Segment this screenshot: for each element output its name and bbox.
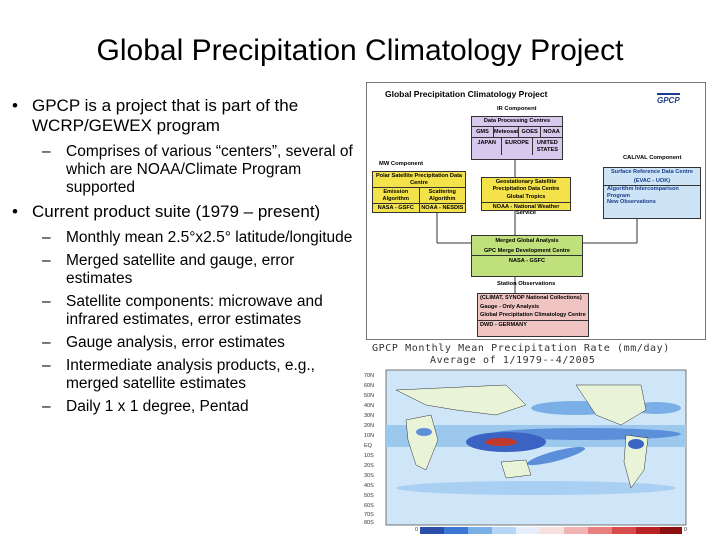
colorbar-segment: [660, 527, 682, 534]
cal-val-component-label: CAL/VAL Component: [623, 155, 682, 161]
srdc-line: Algorithm Intercomparison: [607, 186, 679, 193]
lat-label: 70S: [364, 512, 374, 518]
slide-title: Global Precipitation Climatology Project: [96, 34, 624, 67]
colorbar-segment: [420, 527, 444, 534]
station-line: Gauge - Only Analysis: [480, 303, 540, 310]
bullet-item: [12, 96, 357, 136]
dpc-cells: [472, 127, 562, 138]
lat-label: 40N: [364, 403, 375, 409]
mw-component-label: MW Component: [379, 161, 424, 167]
sub-bullet-text: Intermediate analysis products, e.g., merged satellite estimates: [66, 357, 315, 392]
station-observations-label: Station Observations: [497, 281, 556, 287]
sub-bullet-marker: –: [42, 334, 51, 351]
dpc-org: JAPAN: [472, 138, 502, 155]
dpc-orgs: [472, 137, 562, 155]
lat-label: 60S: [364, 503, 374, 509]
map-title-line: Average of 1/1979--4/2005: [430, 355, 596, 366]
colorbar-segment: [516, 527, 540, 534]
dpc-org: UNITED STATES: [536, 140, 558, 153]
merge-title: Merged Global Analysis: [495, 238, 559, 244]
sub-bullet-item: [12, 334, 357, 352]
colorbar-segment: [588, 527, 612, 534]
bullet-item: [12, 202, 357, 222]
lon-label: 0: [415, 527, 419, 533]
polar-cell: Scattering Algorithm: [428, 189, 456, 202]
surface-reference-data-centre: [603, 167, 701, 219]
ir-component-label: IR Component: [497, 106, 537, 112]
map-title: [372, 343, 670, 367]
map-amazon: [628, 439, 644, 449]
station-line: Global Precipitation Climatology Centre: [480, 312, 586, 319]
srdc-line: New Observations: [607, 199, 656, 206]
station-observations-box: [477, 293, 589, 337]
dpc-org: EUROPE: [502, 138, 532, 155]
sub-bullet-item: [12, 293, 357, 329]
merged-global-analysis: [471, 235, 583, 277]
lat-label: 20S: [364, 463, 374, 469]
sub-bullet-marker: –: [42, 357, 51, 374]
sub-bullet-marker: –: [42, 293, 51, 310]
colorbar-segment: [564, 527, 588, 534]
sub-bullet-text: Comprises of various “centers”, several of which are NOAA/Climate Program supported: [66, 143, 353, 196]
geo-org: NOAA - National Weather Service: [482, 202, 570, 218]
dpc-cell: GMS: [472, 127, 494, 138]
lat-label: 40S: [364, 483, 374, 489]
map-africa-rain: [416, 428, 432, 436]
lat-label: 20N: [364, 423, 375, 429]
sub-bullet-marker: –: [42, 229, 51, 246]
polar-title: Polar Satellite Precipitation Data Centre: [373, 172, 465, 188]
lat-label: 10N: [364, 433, 375, 439]
geostationary-satellite-centre: [481, 177, 571, 217]
colorbar-segment: [492, 527, 516, 534]
sub-bullet-text: Satellite components: microwave and infrared estimates, error estimates: [66, 293, 323, 328]
polar-org: NOAA - NESDIS: [421, 205, 464, 212]
sub-bullet-text: Daily 1 x 1 degree, Pentad: [66, 398, 249, 415]
srdc-line: Program: [607, 192, 631, 199]
sub-bullet-text: Merged satellite and gauge, error estimates: [66, 252, 295, 287]
srdc-org: (EVAC - UOK): [604, 177, 700, 187]
precipitation-map: [386, 370, 686, 525]
lat-label: 70N: [364, 373, 375, 379]
colorbar-segment: [636, 527, 660, 534]
colorbar-segment: [540, 527, 564, 534]
polar-orgs: [373, 203, 465, 213]
colorbar-segment: [468, 527, 492, 534]
bullet-marker: •: [12, 96, 18, 115]
polar-cells: [373, 188, 465, 203]
lat-label: 10S: [364, 453, 374, 459]
polar-cell: Emission Algorithm: [373, 188, 420, 203]
sub-bullet-item: [12, 143, 357, 197]
data-processing-centres: [471, 116, 563, 160]
map-warm-pool-core: [485, 438, 517, 446]
bullet-marker: •: [12, 202, 18, 221]
sub-bullet-marker: –: [42, 398, 51, 415]
bullet-text: GPCP is a project that is part of the WCRP/GEWEX program: [32, 96, 299, 135]
sub-bullet-item: [12, 398, 357, 416]
sub-bullet-marker: –: [42, 252, 51, 269]
station-line: DWD - GERMANY: [478, 320, 588, 330]
bullet-list: [12, 96, 357, 421]
lat-label: 30N: [364, 413, 375, 419]
lat-label: 50N: [364, 393, 375, 399]
colorbar-segment: [612, 527, 636, 534]
sub-bullet-text: Monthly mean 2.5°x2.5° latitude/longitude: [66, 229, 353, 246]
sub-bullet-item: [12, 229, 357, 247]
sub-bullet-marker: –: [42, 143, 51, 160]
polar-org: NASA - GSFC: [373, 204, 420, 213]
station-line: (CLIMAT, SYNOP National Collections): [480, 295, 582, 301]
diagram-title: Global Precipitation Climatology Project: [385, 89, 548, 99]
sub-bullet-item: [12, 252, 357, 288]
merge-subtitle: GPC Merge Development Centre: [483, 247, 571, 254]
map-colorbar: [420, 527, 682, 534]
lat-label: 50S: [364, 493, 374, 499]
lon-label: 0: [684, 527, 688, 533]
dpc-cell: NOAA: [543, 128, 560, 135]
colorbar-segment: [444, 527, 468, 534]
lat-label: 60N: [364, 383, 375, 389]
map-continent-australia: [501, 460, 531, 478]
merge-org: NASA - GSFC: [472, 255, 582, 267]
lat-label: 80S: [364, 520, 374, 526]
lat-label: EQ: [364, 443, 372, 449]
sub-bullet-text: Gauge analysis, error estimates: [66, 334, 285, 351]
geo-subtitle: Global Tropics: [506, 194, 546, 201]
polar-satellite-centre: [372, 171, 466, 213]
gpcp-logo: GPCP: [657, 93, 680, 105]
gpcp-organization-diagram: [366, 82, 706, 340]
lat-label: 30S: [364, 473, 374, 479]
bullet-text: Current product suite (1979 – present): [32, 202, 321, 221]
dpc-cell: Meteosat: [494, 127, 519, 138]
map-title-line: GPCP Monthly Mean Precipitation Rate (mm/day): [372, 343, 670, 354]
dpc-cell: GOES: [519, 127, 541, 138]
dpc-title: Data Processing Centres: [472, 117, 562, 127]
geo-title: Geostationary Satellite Precipitation Data Centre: [492, 179, 560, 192]
srdc-title: Surface Reference Data Centre: [610, 169, 694, 175]
sub-bullet-item: [12, 357, 357, 393]
